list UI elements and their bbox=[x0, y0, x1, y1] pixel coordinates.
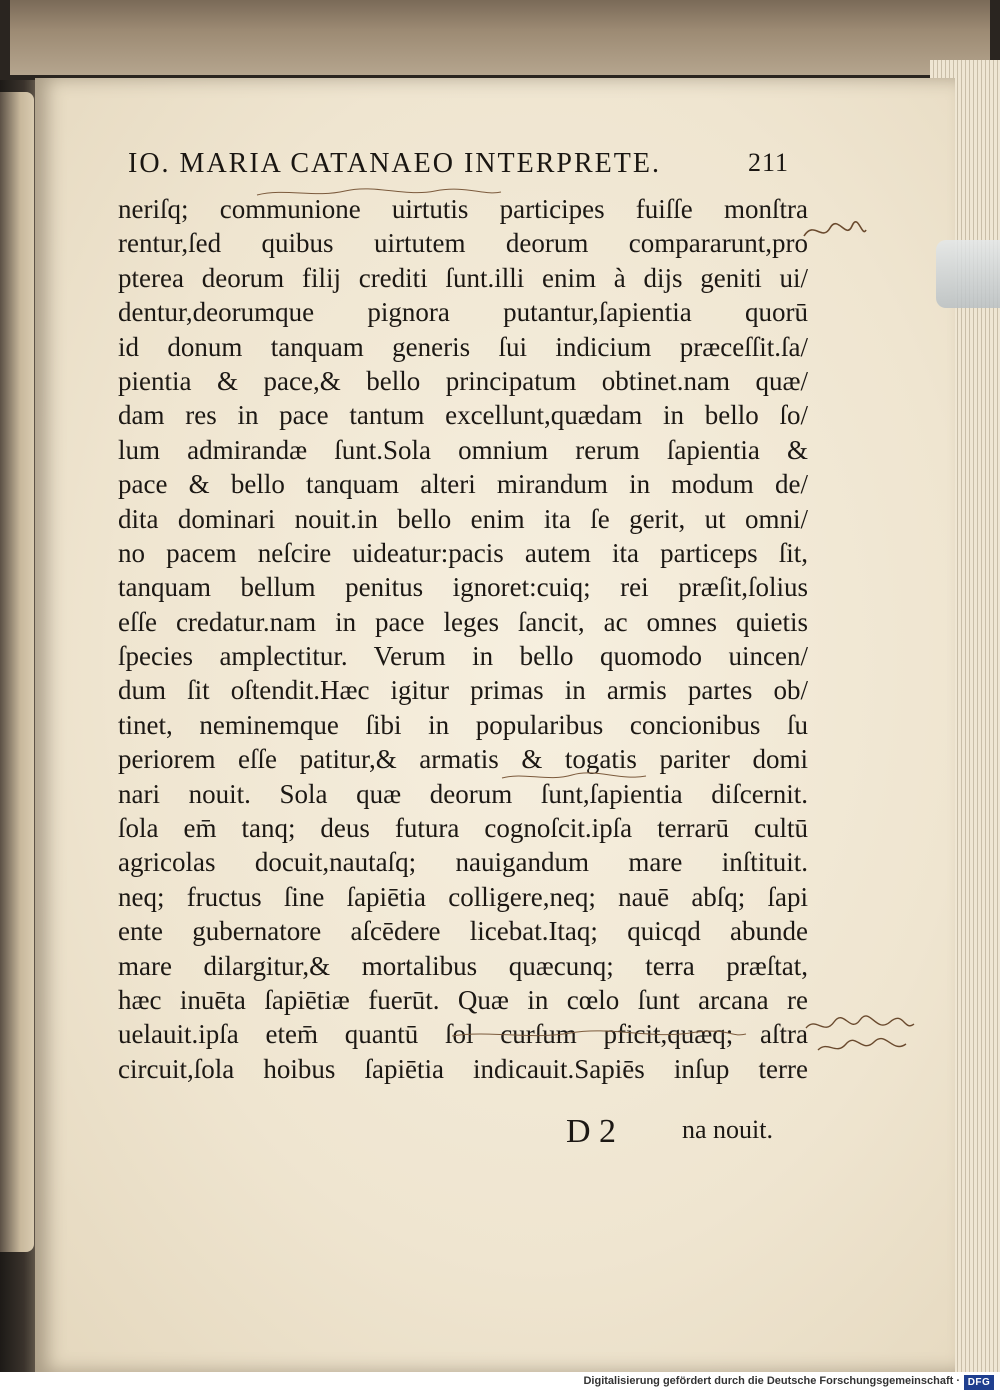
text-line: ſpecies amplectitur. Verum in bello quomodo uincen/ bbox=[118, 641, 808, 672]
text-line: no pacem neſcire uideatur:pacis autem ita particeps ſit, bbox=[118, 537, 808, 568]
text-line: pientia & pace,& bello principatum obtinet.nam quæ/ bbox=[118, 365, 808, 396]
dfg-logo: DFG bbox=[964, 1375, 994, 1390]
text-line: dum ſit oſtendit.Hæc igitur primas in armis partes ob/ bbox=[118, 675, 808, 706]
text-line: rentur,ſed quibus uirtutem deorum compararunt,pro bbox=[118, 228, 808, 259]
text-line: uelauit.ipſa etem̄ quantū ſol curſum pficit,quæq; aſtra bbox=[118, 1019, 808, 1050]
footer-bar bbox=[0, 1372, 1000, 1395]
signature-mark: D 2 bbox=[566, 1113, 617, 1150]
book-top-edge bbox=[10, 0, 990, 75]
text-line: periorem eſſe patitur,& armatis & togatis pariter domi bbox=[118, 744, 808, 775]
text-block bbox=[118, 192, 808, 1086]
catchword: na nouit. bbox=[682, 1115, 773, 1144]
text-line: agricolas docuit,nautaſq; nauigandum mare inſtituit. bbox=[118, 847, 808, 878]
text-line: nari nouit. Sola quæ deorum ſunt,ſapientia diſcernit. bbox=[118, 778, 808, 809]
text-line: pace & bello tanquam alteri mirandum in modum de/ bbox=[118, 469, 808, 500]
text-line: hæc inuēta ſapiētiæ fuerūt. Quæ in cœlo ſunt arcana re bbox=[118, 984, 808, 1015]
text-line: tanquam bellum penitus ignoret:cuiq; rei præſit,ſolius bbox=[118, 572, 808, 603]
interlinear-note-3 bbox=[450, 1028, 750, 1042]
text-line: pterea deorum filij crediti ſunt.illi enim à dijs geniti ui/ bbox=[118, 262, 808, 293]
text-line: lum admirandæ ſunt.Sola omnium rerum ſapientia & bbox=[118, 434, 808, 465]
text-line: dam res in pace tantum excellunt,quædam in bello ſo/ bbox=[118, 400, 808, 431]
text-line: mare dilargitur,& mortalibus quæcunq; terra præſtat, bbox=[118, 950, 808, 981]
text-line: eſſe credatur.nam in pace leges ſancit, ac omnes quietis bbox=[118, 606, 808, 637]
running-head bbox=[128, 148, 808, 180]
marginal-note-top bbox=[800, 216, 870, 246]
text-line: neq; fructus ſine ſapiētia colligere,neq; nauē abſq; ſapi bbox=[118, 881, 808, 912]
signature-line bbox=[118, 1113, 808, 1150]
funding-credit: Digitalisierung gefördert durch die Deutsche Forschungsgemeinschaft · bbox=[583, 1375, 960, 1387]
folio-number: 211 bbox=[748, 148, 790, 177]
text-line: ente gubernatore aſcēdere licebat.Itaq; quicqd abunde bbox=[118, 916, 808, 947]
facing-page-edge bbox=[0, 92, 34, 1252]
interlinear-note-1 bbox=[255, 186, 505, 200]
text-line: neriſq; communione uirtutis participes fuiſſe monſtra bbox=[118, 194, 808, 224]
running-head-text: IO. MARIA CATANAEO INTERPRETE. bbox=[128, 148, 661, 179]
text-line: dita dominari nouit.in bello enim ita ſe gerit, ut omni/ bbox=[118, 503, 808, 534]
interlinear-note-2 bbox=[500, 770, 650, 784]
text-line: dentur,deorumque pignora putantur,ſapientia quorū bbox=[118, 297, 808, 328]
text-line: ſola em̄ tanq; deus futura cognoſcit.ipſa terrarū cultū bbox=[118, 813, 808, 844]
text-line: circuit,ſola hoibus ſapiētia indicauit.Sapiēs inſup terre bbox=[118, 1053, 808, 1084]
text-line: tinet, neminemque ſibi in popularibus concionibus ſu bbox=[118, 709, 808, 740]
clip-tab bbox=[936, 240, 1000, 308]
text-line: id donum tanquam generis ſui indicium præceſſit.ſa/ bbox=[118, 331, 808, 362]
marginal-note-bottom bbox=[800, 1012, 920, 1062]
